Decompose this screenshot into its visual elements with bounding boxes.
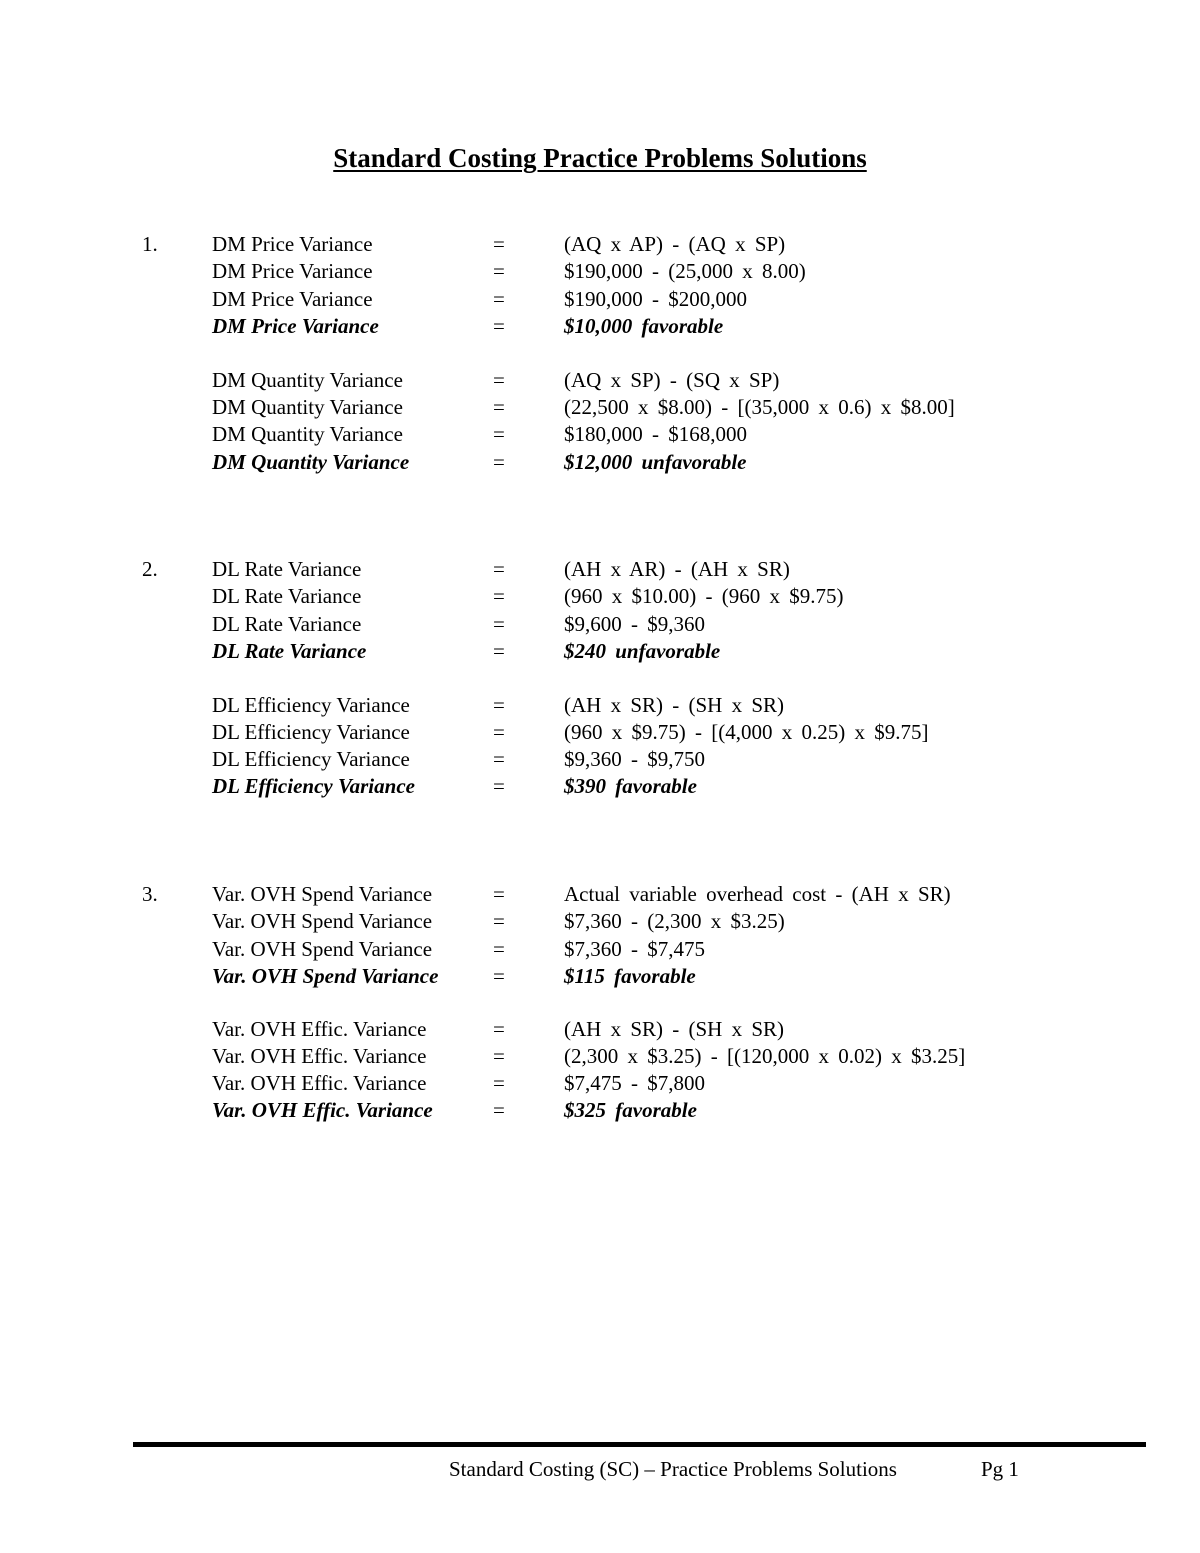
variance-result-row: [0, 963, 1200, 990]
variance-label: Var. OVH Effic. Variance: [212, 1044, 427, 1068]
variance-expression: $9,360 - $9,750: [564, 747, 705, 771]
problem-number: 2.: [142, 557, 158, 581]
equals-sign: =: [493, 450, 505, 474]
equals-sign: =: [493, 557, 505, 581]
variance-expression: $180,000 - $168,000: [564, 422, 747, 446]
variance-label: Var. OVH Effic. Variance: [212, 1071, 427, 1095]
variance-row: [0, 258, 1200, 285]
variance-row: [0, 719, 1200, 746]
variance-expression: (AH x SR) - (SH x SR): [564, 693, 785, 717]
variance-expression: $190,000 - $200,000: [564, 287, 747, 311]
footer-title: Standard Costing (SC) – Practice Problems Solutions: [449, 1457, 897, 1481]
variance-label: DL Efficiency Variance: [212, 747, 410, 771]
variance-label: Var. OVH Spend Variance: [212, 909, 433, 933]
equals-sign: =: [493, 612, 505, 636]
variance-label: DL Rate Variance: [212, 612, 362, 636]
variance-row: [0, 936, 1200, 963]
variance-label: DM Price Variance: [212, 259, 373, 283]
page-number: Pg 1: [981, 1457, 1019, 1481]
page-title: Standard Costing Practice Problems Solutions: [333, 143, 867, 173]
variance-label: DM Quantity Variance: [212, 450, 410, 474]
variance-label: DM Quantity Variance: [212, 422, 403, 446]
variance-row: [0, 692, 1200, 719]
variance-expression: (2,300 x $3.25) - [(120,000 x 0.02) x $3.25]: [564, 1044, 966, 1068]
equals-sign: =: [493, 774, 505, 798]
variance-row: [0, 367, 1200, 394]
equals-sign: =: [493, 639, 505, 663]
variance-label: DM Quantity Variance: [212, 368, 403, 392]
variance-result-row: [0, 638, 1200, 665]
variance-expression: (AQ x AP) - (AQ x SP): [564, 232, 786, 256]
equals-sign: =: [493, 287, 505, 311]
equals-sign: =: [493, 584, 505, 608]
equals-sign: =: [493, 422, 505, 446]
equals-sign: =: [493, 937, 505, 961]
variance-row: [0, 583, 1200, 610]
equals-sign: =: [493, 964, 505, 988]
equals-sign: =: [493, 1017, 505, 1041]
variance-label: Var. OVH Spend Variance: [212, 937, 433, 961]
variance-label: DM Quantity Variance: [212, 395, 403, 419]
variance-row: [0, 1016, 1200, 1043]
variance-result-row: [0, 313, 1200, 340]
problem-number: 3.: [142, 882, 158, 906]
equals-sign: =: [493, 395, 505, 419]
equals-sign: =: [493, 1098, 505, 1122]
equals-sign: =: [493, 368, 505, 392]
variance-row: [0, 421, 1200, 448]
equals-sign: =: [493, 1071, 505, 1095]
variance-expression: $7,360 - (2,300 x $3.25): [564, 909, 785, 933]
variance-row: [0, 556, 1200, 583]
variance-expression: (AH x SR) - (SH x SR): [564, 1017, 785, 1041]
variance-result: $12,000 unfavorable: [564, 450, 747, 474]
variance-row: [0, 908, 1200, 935]
variance-label: DM Price Variance: [212, 287, 373, 311]
equals-sign: =: [493, 232, 505, 256]
variance-row: [0, 881, 1200, 908]
variance-result-row: [0, 773, 1200, 800]
variance-label: DM Price Variance: [212, 314, 379, 338]
variance-expression: (960 x $10.00) - (960 x $9.75): [564, 584, 844, 608]
problem-number: 1.: [142, 232, 158, 256]
equals-sign: =: [493, 909, 505, 933]
variance-row: [0, 746, 1200, 773]
variance-expression: $9,600 - $9,360: [564, 612, 705, 636]
variance-label: Var. OVH Spend Variance: [212, 882, 433, 906]
variance-row: [0, 611, 1200, 638]
variance-expression: (22,500 x $8.00) - [(35,000 x 0.6) x $8.00]: [564, 395, 955, 419]
variance-result: $10,000 favorable: [564, 314, 724, 338]
variance-row: [0, 1043, 1200, 1070]
variance-result: $390 favorable: [564, 774, 697, 798]
variance-expression: $190,000 - (25,000 x 8.00): [564, 259, 806, 283]
variance-expression: $7,360 - $7,475: [564, 937, 705, 961]
variance-label: DL Efficiency Variance: [212, 693, 410, 717]
variance-expression: $7,475 - $7,800: [564, 1071, 705, 1095]
equals-sign: =: [493, 693, 505, 717]
equals-sign: =: [493, 259, 505, 283]
variance-expression: Actual variable overhead cost - (AH x SR): [564, 882, 951, 906]
variance-label: DL Efficiency Variance: [212, 774, 415, 798]
variance-expression: (AH x AR) - (AH x SR): [564, 557, 790, 581]
variance-row: [0, 231, 1200, 258]
variance-expression: (AQ x SP) - (SQ x SP): [564, 368, 780, 392]
variance-expression: (960 x $9.75) - [(4,000 x 0.25) x $9.75]: [564, 720, 929, 744]
equals-sign: =: [493, 720, 505, 744]
variance-row: [0, 1070, 1200, 1097]
variance-label: DM Price Variance: [212, 232, 373, 256]
equals-sign: =: [493, 1044, 505, 1068]
variance-result: $240 unfavorable: [564, 639, 721, 663]
footer-rule: [133, 1442, 1146, 1447]
variance-result: $325 favorable: [564, 1098, 697, 1122]
variance-label: Var. OVH Effic. Variance: [212, 1098, 433, 1122]
variance-label: DL Rate Variance: [212, 639, 367, 663]
variance-row: [0, 286, 1200, 313]
variance-label: DL Efficiency Variance: [212, 720, 410, 744]
equals-sign: =: [493, 747, 505, 771]
equals-sign: =: [493, 882, 505, 906]
variance-result-row: [0, 449, 1200, 476]
variance-label: DL Rate Variance: [212, 584, 362, 608]
variance-label: Var. OVH Effic. Variance: [212, 1017, 427, 1041]
variance-result-row: [0, 1097, 1200, 1124]
equals-sign: =: [493, 314, 505, 338]
variance-result: $115 favorable: [564, 964, 696, 988]
variance-row: [0, 394, 1200, 421]
variance-label: Var. OVH Spend Variance: [212, 964, 439, 988]
variance-label: DL Rate Variance: [212, 557, 362, 581]
